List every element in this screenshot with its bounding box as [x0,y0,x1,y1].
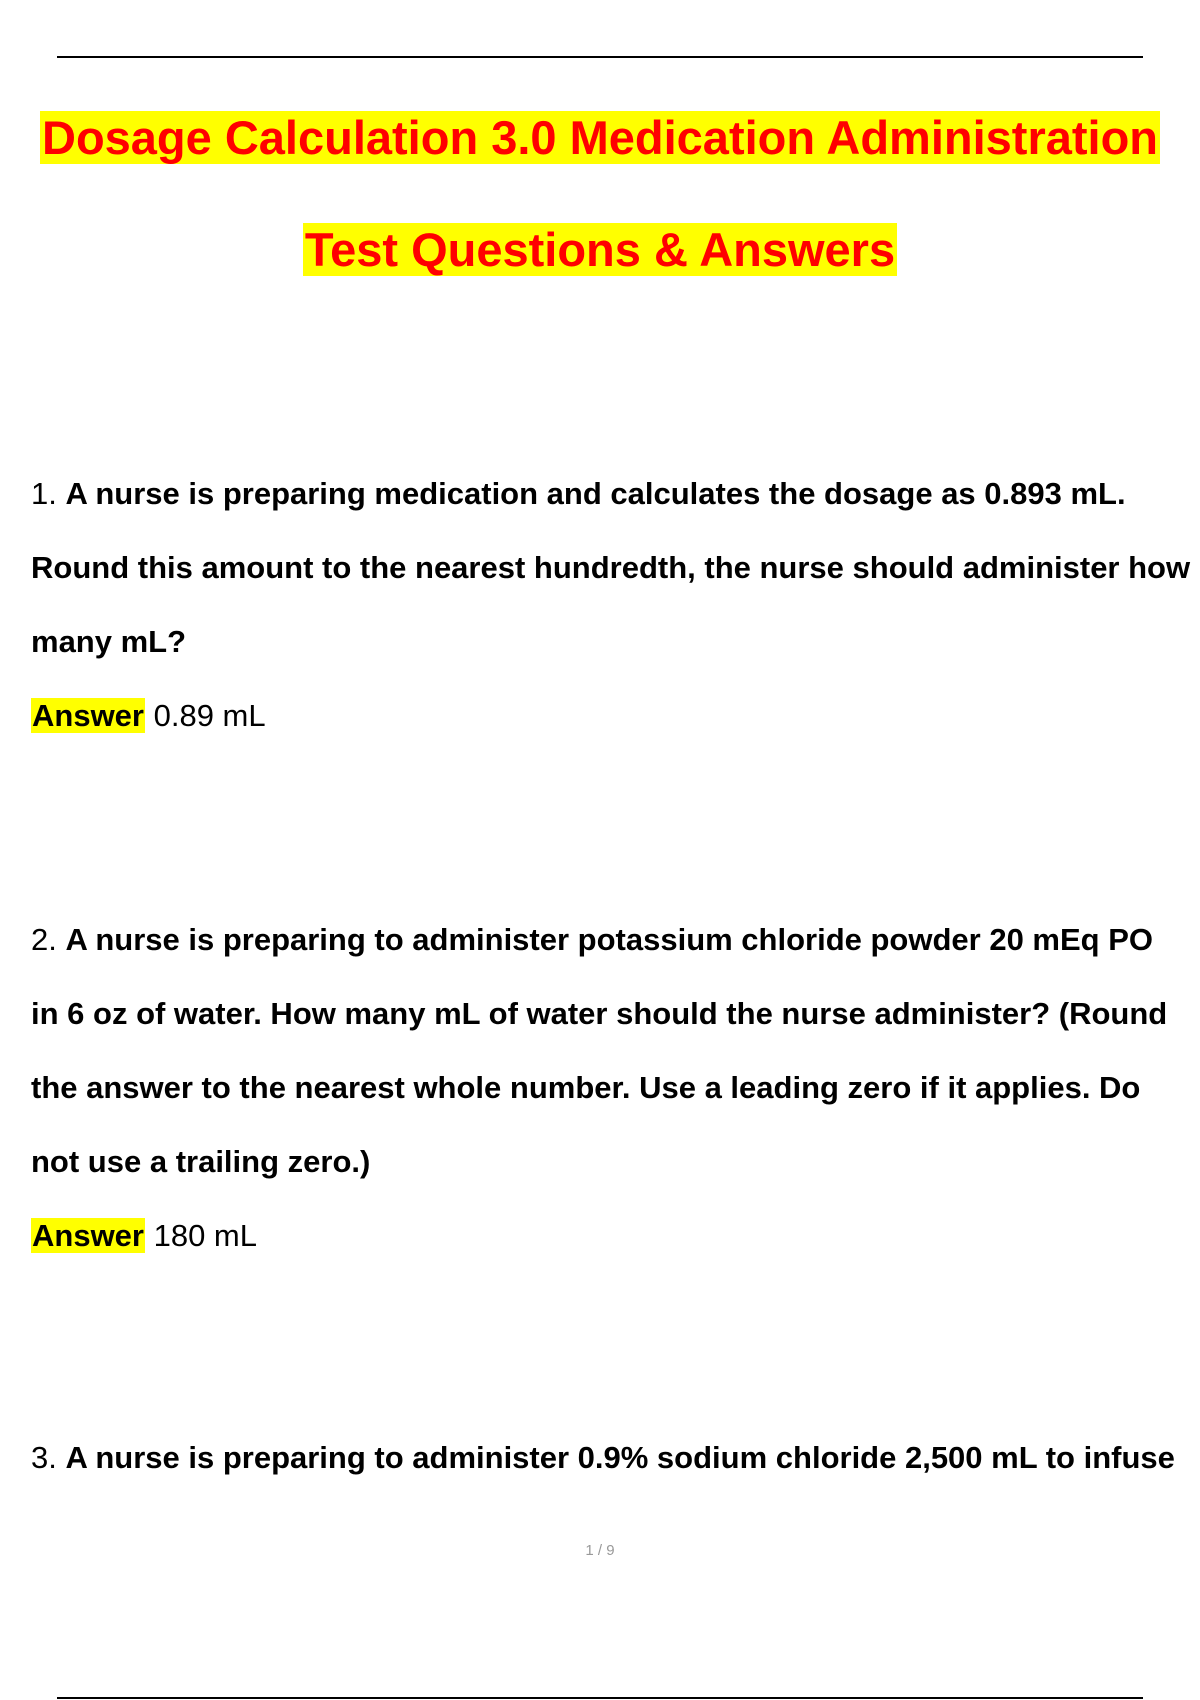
question-2-line-3 [31,1068,1140,1108]
question-1-answer-label: Answer [32,698,144,733]
question-1-text-line-2: Round this amount to the nearest hundredth, the nurse should administer how [31,550,1191,585]
question-2-answer [31,1216,257,1256]
question-1-number: 1. [31,476,57,511]
question-1-line-2 [31,548,1190,588]
question-2-number: 2. [31,922,57,957]
question-2-answer-label: Answer [32,1218,144,1253]
question-2-text-line-4: not use a trailing zero.) [31,1144,371,1179]
document-title-text-2: Test Questions & Answers [304,223,896,276]
question-2-text-line-2: in 6 oz of water. How many mL of water should the nurse administer? (Round [31,996,1168,1031]
question-2-answer-value: 180 mL [144,1218,257,1253]
question-2-line-1 [31,920,1153,960]
top-rule [57,56,1143,58]
document-title-line-1 [0,110,1200,166]
question-1-text-line-1: A nurse is preparing medication and calculates the dosage as 0.893 mL. [65,476,1126,511]
question-1-line-1 [31,474,1126,514]
question-2-text-line-3: the answer to the nearest whole number. Use a leading zero if it applies. Do [31,1070,1141,1105]
question-2-text-line-1: A nurse is preparing to administer potassium chloride powder 20 mEq PO [65,922,1154,957]
question-3-text-line-1: A nurse is preparing to administer 0.9% sodium chloride 2,500 mL to infuse [65,1440,1175,1475]
question-1-answer [31,696,266,736]
question-1-text-line-3: many mL? [31,624,187,659]
bottom-rule [57,1697,1143,1699]
question-3-number: 3. [31,1440,57,1475]
question-2-line-2 [31,994,1167,1034]
document-title-line-2 [0,222,1200,278]
question-2-line-4 [31,1142,370,1182]
question-1-line-3 [31,622,186,662]
question-1-answer-value: 0.89 mL [144,698,266,733]
page-indicator: 1 / 9 [585,1542,615,1559]
document-title-text-1: Dosage Calculation 3.0 Medication Administration [42,111,1158,164]
question-3-line-1 [31,1438,1175,1478]
